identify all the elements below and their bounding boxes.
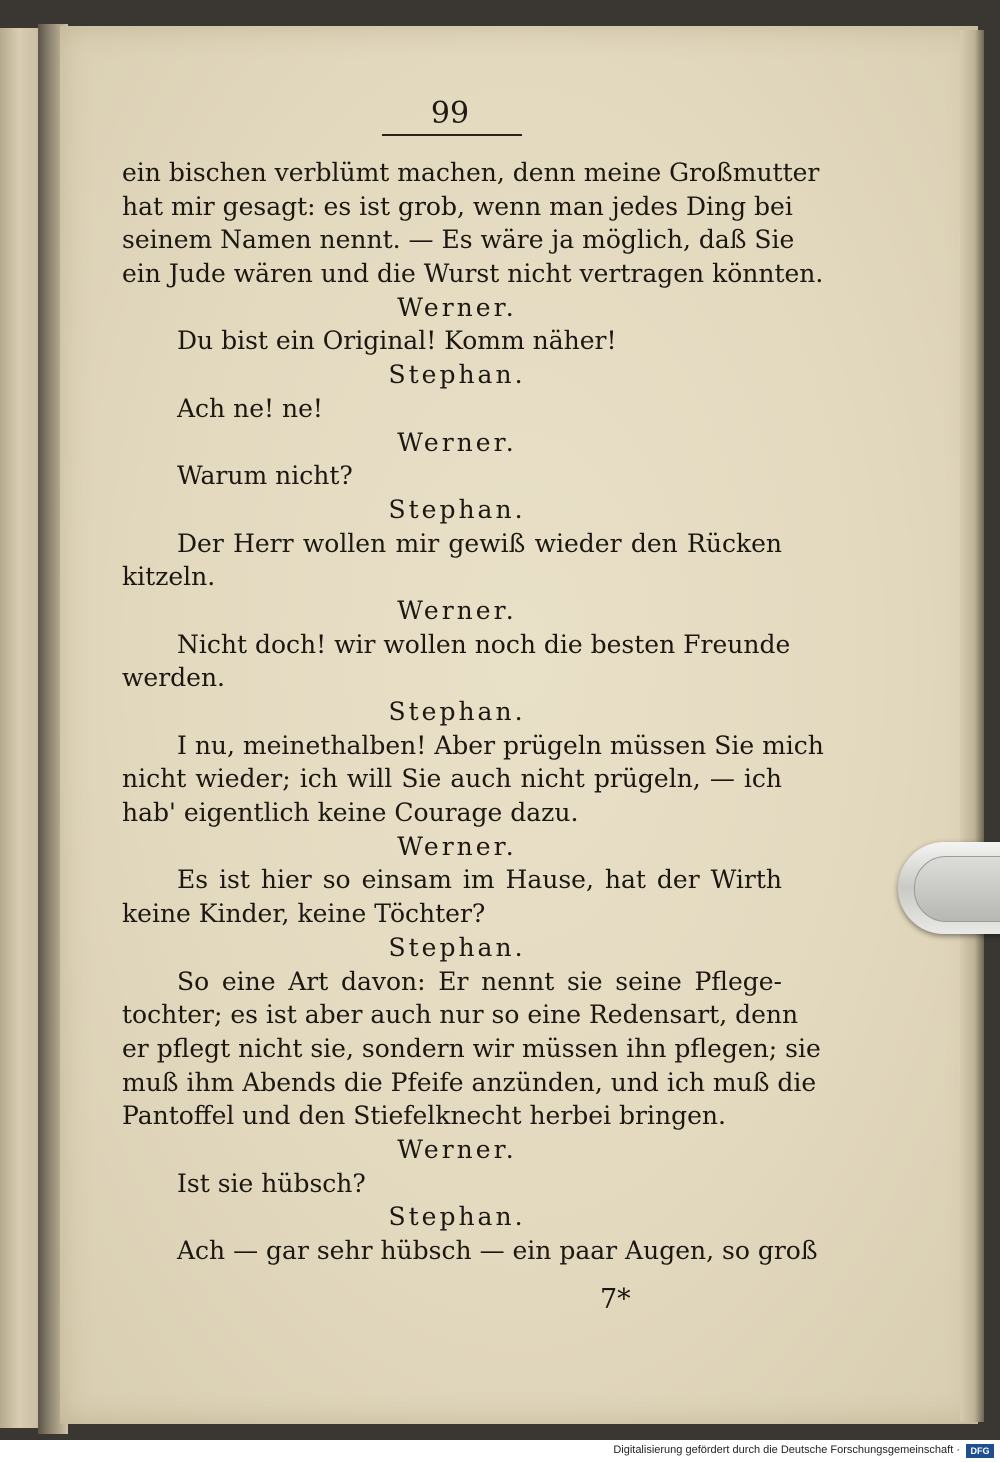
text-line: muß ihm Abends die Pfeife anzünden, und ich muß die <box>122 1067 817 1097</box>
text-line: kitzeln. <box>122 562 216 592</box>
text-line: Es ist hier so einsam im Hause, hat der Wirth <box>177 865 782 895</box>
text-line: er pflegt nicht sie, sondern wir müssen ihn pflegen; sie <box>122 1033 821 1063</box>
text-line: tochter; es ist aber auch nur so eine Redensart, denn <box>122 1000 799 1030</box>
speaker-name: Werner. <box>397 292 517 322</box>
text-line: hab' eigentlich keine Courage dazu. <box>122 798 579 828</box>
text-line: I nu, meinethalben! Aber prügeln müssen Sie mich <box>177 730 824 760</box>
page-number: 99 <box>430 96 470 131</box>
text-line: Nicht doch! wir wollen noch die besten Freunde <box>177 629 791 659</box>
text-line: hat mir gesagt: es ist grob, wenn man jedes Ding bei <box>122 191 793 221</box>
speaker-name: Werner. <box>397 427 517 457</box>
text-line: So eine Art davon: Er nennt sie seine Pflege- <box>177 966 782 996</box>
text-line: ein bischen verblümt machen, denn meine Großmutter <box>122 158 820 187</box>
speaker-name: Werner. <box>397 831 517 861</box>
text-line: Warum nicht? <box>177 461 353 491</box>
text-line: Pantoffel und den Stiefelknecht herbei bringen. <box>122 1101 726 1131</box>
text-line: ein Jude wären und die Wurst nicht vertragen könnten. <box>122 259 824 289</box>
dfg-logo: DFG <box>966 1444 994 1458</box>
footer-credit: Digitalisierung gefördert durch die Deutsche Forschungsgemeinschaft · <box>613 1444 960 1456</box>
previous-page-edge <box>0 28 42 1428</box>
text-line: werden. <box>122 663 225 693</box>
page-right-edge <box>960 30 984 1422</box>
page-text <box>122 156 824 1268</box>
speaker-name: Werner. <box>397 1134 517 1164</box>
speaker-name: Werner. <box>397 595 517 625</box>
text-line: seinem Namen nennt. — Es wäre ja möglich, daß Sie <box>122 225 795 255</box>
speaker-name: Stephan. <box>388 360 526 390</box>
page-clip-inner <box>914 856 1000 922</box>
text-line: Du bist ein Original! Komm näher! <box>177 326 617 356</box>
speaker-name: Stephan. <box>388 1202 526 1232</box>
header-rule <box>382 134 522 136</box>
text-line: nicht wieder; ich will Sie auch nicht prügeln, — ich <box>122 764 782 794</box>
text-line: Der Herr wollen mir gewiß wieder den Rücken <box>177 528 782 558</box>
speaker-name: Stephan. <box>388 932 526 962</box>
speaker-name: Stephan. <box>388 494 526 524</box>
text-line: Ach ne! ne! <box>177 393 323 423</box>
speaker-name: Stephan. <box>388 697 526 726</box>
text-line: Ach — gar sehr hübsch — ein paar Augen, so groß <box>177 1236 818 1265</box>
catchword: 7* <box>600 1284 631 1315</box>
text-line: Ist sie hübsch? <box>177 1168 366 1198</box>
text-line: keine Kinder, keine Töchter? <box>122 899 486 929</box>
